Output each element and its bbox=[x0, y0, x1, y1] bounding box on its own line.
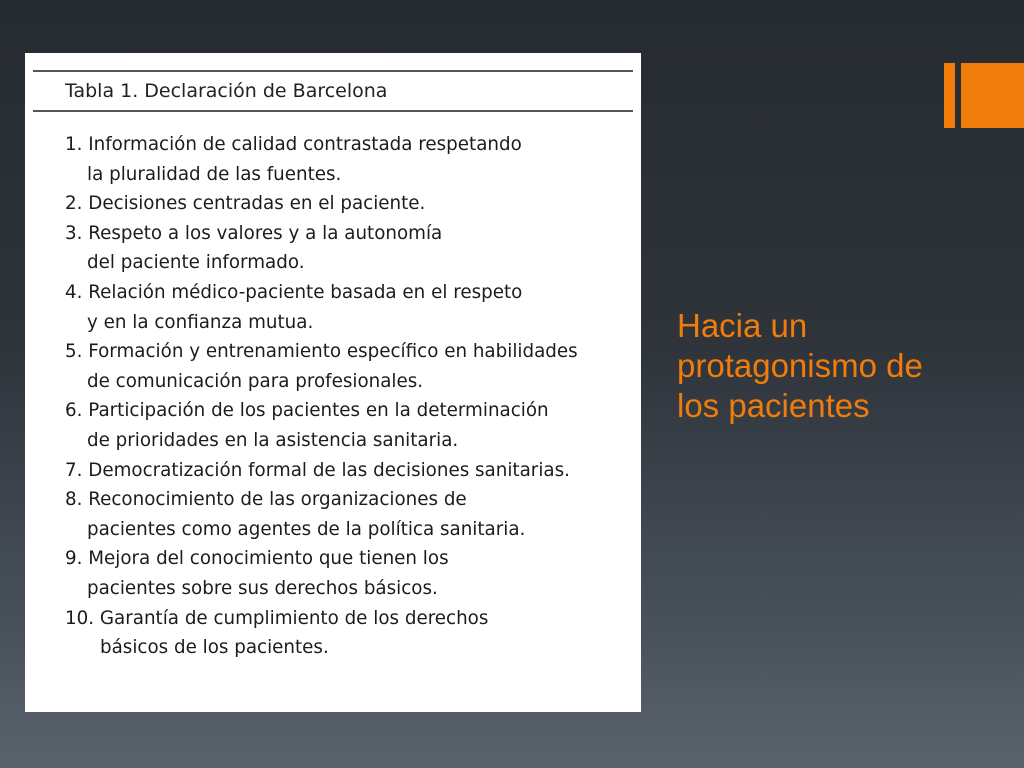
list-item-continuation: pacientes sobre sus derechos básicos. bbox=[87, 577, 438, 599]
list-item bbox=[65, 278, 633, 337]
list-item bbox=[65, 485, 633, 544]
list-item bbox=[65, 396, 633, 455]
list-item bbox=[65, 219, 633, 278]
list-item-text: 5. Formación y entrenamiento específico en habilidades bbox=[65, 341, 578, 363]
declaration-list bbox=[33, 112, 633, 663]
list-item-text: 3. Respeto a los valores y a la autonomía bbox=[65, 222, 443, 244]
list-item bbox=[65, 604, 633, 663]
list-item bbox=[65, 130, 633, 189]
list-item-text: 8. Reconocimiento de las organizaciones de bbox=[65, 489, 467, 511]
list-item-text: 2. Decisiones centradas en el paciente. bbox=[65, 193, 426, 215]
list-item bbox=[65, 189, 633, 219]
barcelona-table-image bbox=[25, 53, 641, 712]
slide-heading-line: los pacientes bbox=[677, 387, 870, 424]
list-item-continuation: del paciente informado. bbox=[87, 252, 305, 274]
slide-heading-line: Hacia un bbox=[677, 307, 808, 344]
list-item-continuation: de prioridades en la asistencia sanitaria. bbox=[87, 429, 459, 451]
table-title: Tabla 1. Declaración de Barcelona bbox=[65, 80, 388, 102]
list-item bbox=[65, 544, 633, 603]
slide-heading-line: protagonismo de bbox=[677, 347, 923, 384]
list-item-continuation: de comunicación para profesionales. bbox=[87, 370, 424, 392]
list-item-continuation: la pluralidad de las fuentes. bbox=[87, 163, 342, 185]
list-item-continuation: y en la confianza mutua. bbox=[87, 311, 314, 333]
list-item-text: 7. Democratización formal de las decisiones sanitarias. bbox=[65, 459, 570, 481]
slide-heading bbox=[677, 306, 1007, 426]
list-item-text: 1. Información de calidad contrastada respetando bbox=[65, 134, 522, 155]
list-item bbox=[65, 456, 633, 486]
list-item-continuation: básicos de los pacientes. bbox=[100, 637, 329, 659]
list-item-continuation: pacientes como agentes de la política sanitaria. bbox=[87, 518, 526, 540]
list-item-text: 4. Relación médico-paciente basada en el respeto bbox=[65, 281, 523, 303]
list-item-text: 10. Garantía de cumplimiento de los derechos bbox=[65, 607, 489, 629]
list-item-text: 9. Mejora del conocimiento que tienen los bbox=[65, 548, 449, 570]
list-item bbox=[65, 337, 633, 396]
list-item-text: 6. Participación de los pacientes en la determinación bbox=[65, 400, 549, 422]
accent-bar-thin bbox=[944, 63, 955, 128]
accent-bar-block bbox=[961, 63, 1024, 128]
